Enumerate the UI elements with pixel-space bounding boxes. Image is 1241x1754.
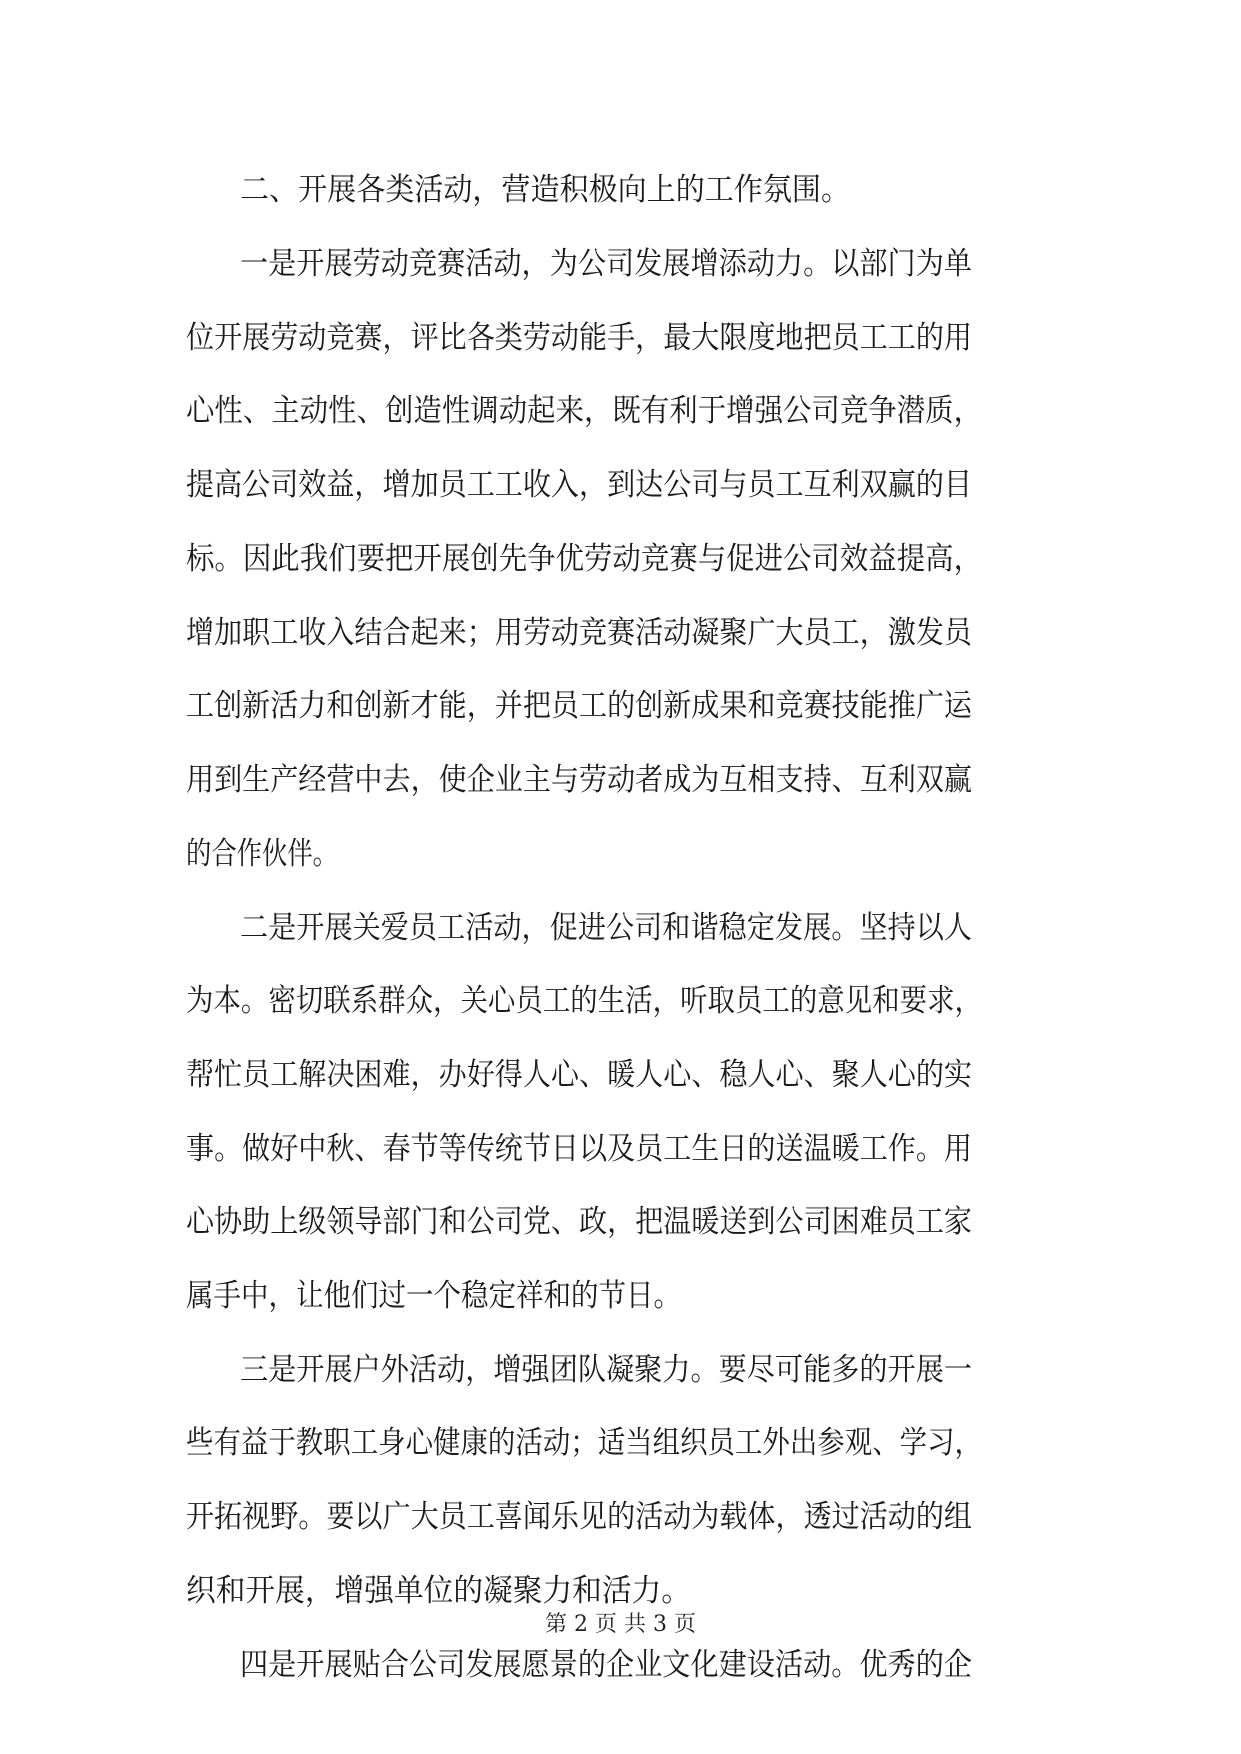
line-text: 提高公司效益，增加员工工收入，到达公司与员工互利双赢的目 <box>186 467 972 503</box>
text-line <box>0 308 1241 368</box>
text-line <box>0 824 1241 884</box>
line-text: 事。做好中秋、春节等传统节日以及员工生日的送温暖工作。用 <box>186 1131 972 1167</box>
text-line <box>0 160 1241 220</box>
text-line <box>0 1266 1241 1326</box>
text-line <box>0 971 1241 1031</box>
line-text: 二、开展各类活动，营造积极向上的工作氛围。 <box>240 172 850 208</box>
line-text: 心协助上级领导部门和公司党、政，把温暖送到公司困难员工家 <box>186 1204 972 1240</box>
text-line <box>0 1635 1241 1695</box>
line-text: 帮忙员工解决困难，办好得人心、暖人心、稳人心、聚人心的实 <box>186 1057 972 1093</box>
text-line <box>0 234 1241 294</box>
line-text: 属手中，让他们过一个稳定祥和的节日。 <box>186 1278 681 1314</box>
text-line <box>0 676 1241 736</box>
line-text: 标。因此我们要把开展创先争优劳动竞赛与促进公司效益提高， <box>186 541 982 577</box>
text-line <box>0 1119 1241 1179</box>
line-text: 开拓视野。要以广大员工喜闻乐见的活动为载体，透过活动的组 <box>186 1499 972 1535</box>
line-text: 一是开展劳动竞赛活动，为公司发展增添动力。以部门为单 <box>240 246 972 282</box>
text-line <box>0 603 1241 663</box>
line-text: 增加职工收入结合起来；用劳动竞赛活动凝聚广大员工，激发员 <box>186 615 972 651</box>
text-line <box>0 455 1241 515</box>
text-line <box>0 1340 1241 1400</box>
line-text: 些有益于教职工身心健康的活动；适当组织员工外出参观、学习， <box>186 1425 982 1461</box>
line-text: 用到生产经营中去，使企业主与劳动者成为互相支持、互利双赢 <box>186 762 972 798</box>
line-text: 工创新活力和创新才能，并把员工的创新成果和竞赛技能推广运 <box>186 688 972 724</box>
line-text: 三是开展户外活动，增强团队凝聚力。要尽可能多的开展一 <box>240 1352 972 1388</box>
line-text: 四是开展贴合公司发展愿景的企业文化建设活动。优秀的企 <box>240 1647 972 1683</box>
text-line <box>0 381 1241 441</box>
text-line <box>0 1487 1241 1547</box>
line-text: 织和开展，增强单位的凝聚力和活力。 <box>186 1573 691 1609</box>
line-text: 为本。密切联系群众，关心员工的生活，听取员工的意见和要求， <box>186 983 982 1019</box>
text-line <box>0 1192 1241 1252</box>
line-text: 二是开展关爱员工活动，促进公司和谐稳定发展。坚持以人 <box>240 910 972 946</box>
line-text: 位开展劳动竞赛，评比各类劳动能手，最大限度地把员工工的用 <box>186 320 972 356</box>
page-footer: 第 2 页 共 3 页 <box>545 1612 696 1637</box>
text-line <box>0 1045 1241 1105</box>
text-line <box>0 529 1241 589</box>
line-text: 的合作伙伴。 <box>186 836 338 872</box>
line-text: 心性、主动性、创造性调动起来，既有利于增强公司竞争潜质， <box>186 393 982 429</box>
text-line <box>0 898 1241 958</box>
text-line <box>0 750 1241 810</box>
text-line <box>0 1413 1241 1473</box>
